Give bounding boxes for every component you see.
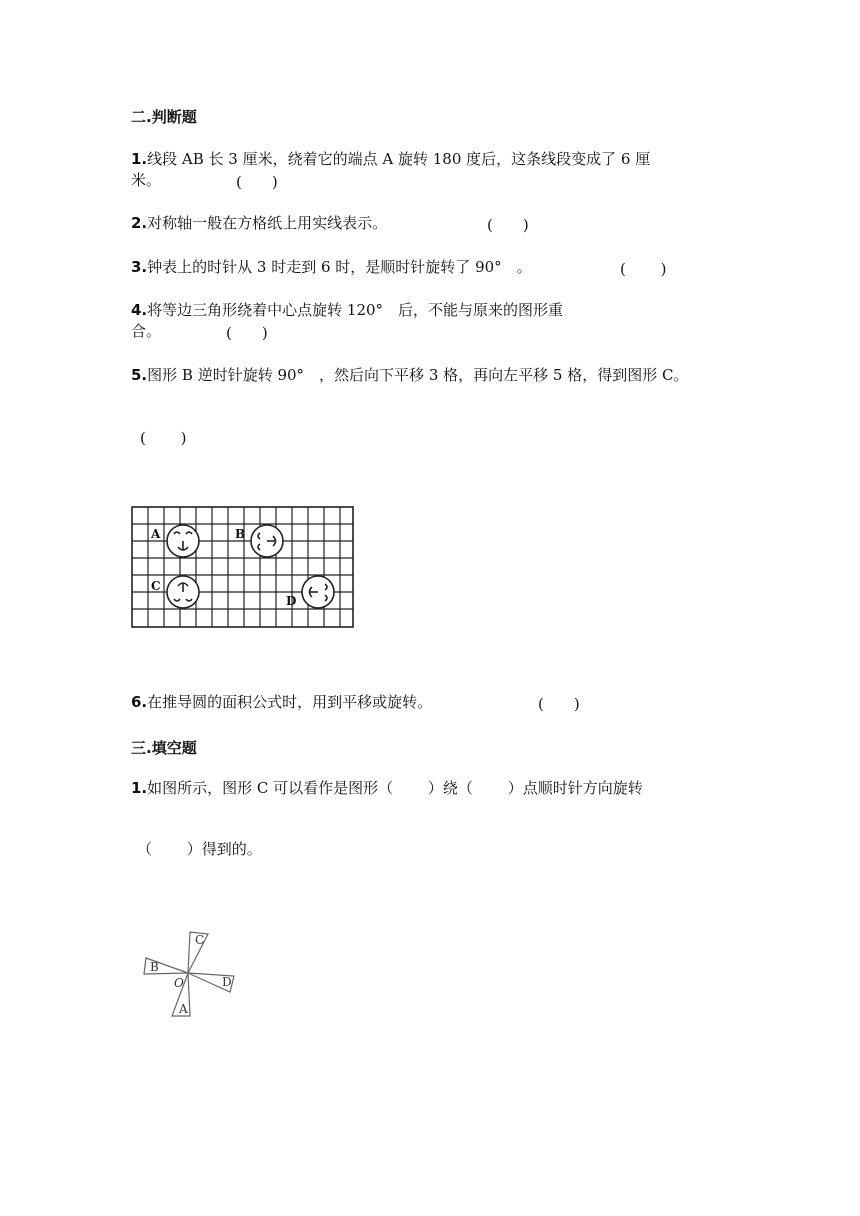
question-number: 1. [131,779,148,797]
figure-label-d: D [286,594,297,608]
question-text: 将等边三角形绕着中心点旋转 120° 后，不能与原来的图形重 [147,301,564,319]
question-6 [131,693,432,712]
section-title-judgment: 二.判断题 [131,108,197,126]
section-title-fill-blank: 三.填空题 [131,739,197,757]
question-text: （ ）得到的。 [137,840,262,858]
fill-question-1-line-2 [137,840,262,859]
question-1-line-1 [131,150,650,169]
question-text: 图形 B 逆时针旋转 90° ，然后向下平移 3 格，再向左平移 5 格，得到图形 C。 [147,366,689,384]
answer-blank[interactable]: ( ) [538,695,580,713]
pinwheel-label-a: A [179,1002,188,1016]
pinwheel-figure [130,922,250,1022]
figure-label-a: A [151,527,161,541]
figure-label-b: B [235,527,246,541]
answer-blank[interactable]: ( ) [226,324,268,342]
question-number: 1. [131,150,148,168]
answer-blank[interactable]: ( ) [236,173,278,191]
answer-blank[interactable]: ( ) [487,216,529,234]
question-1-line-2 [131,171,161,190]
answer-blank[interactable]: ( ) [140,429,187,447]
question-text: 合。 [131,322,162,340]
pinwheel-label-d: D [222,975,232,989]
grid-figure [131,506,355,630]
question-number: 4. [131,301,148,319]
question-number: 2. [131,214,148,232]
pinwheel-label-c: C [195,933,205,947]
pinwheel-label-o: O [174,976,184,990]
question-2 [131,214,387,233]
question-text: 如图所示，图形 C 可以看作是图形（ ）绕（ ）点顺时针方向旋转 [147,779,643,797]
answer-blank[interactable]: ( ) [620,260,667,278]
question-text: 钟表上的时针从 3 时走到 6 时，是顺时针旋转了 90° 。 [147,258,532,276]
question-number: 6. [131,693,148,711]
fill-question-1-line-1 [131,779,643,798]
question-text: 在推导圆的面积公式时，用到平移或旋转。 [147,693,433,711]
question-5 [131,366,688,385]
figure-b-circle [251,525,283,557]
question-3 [131,258,532,277]
pinwheel-label-b: B [150,960,159,974]
question-number: 3. [131,258,148,276]
figure-c-circle [167,576,199,608]
grid-lines [132,507,353,627]
figure-d-circle [302,576,334,608]
figure-a-circle [167,525,199,557]
question-number: 5. [131,366,148,384]
question-4-line-2 [131,322,161,341]
question-text: 米。 [131,171,162,189]
question-text: 线段 AB 长 3 厘米，绕着它的端点 A 旋转 180 度后，这条线段变成了 6 厘 [147,150,651,168]
question-4-line-1 [131,301,563,320]
question-text: 对称轴一般在方格纸上用实线表示。 [147,214,388,232]
figure-label-c: C [151,579,161,593]
